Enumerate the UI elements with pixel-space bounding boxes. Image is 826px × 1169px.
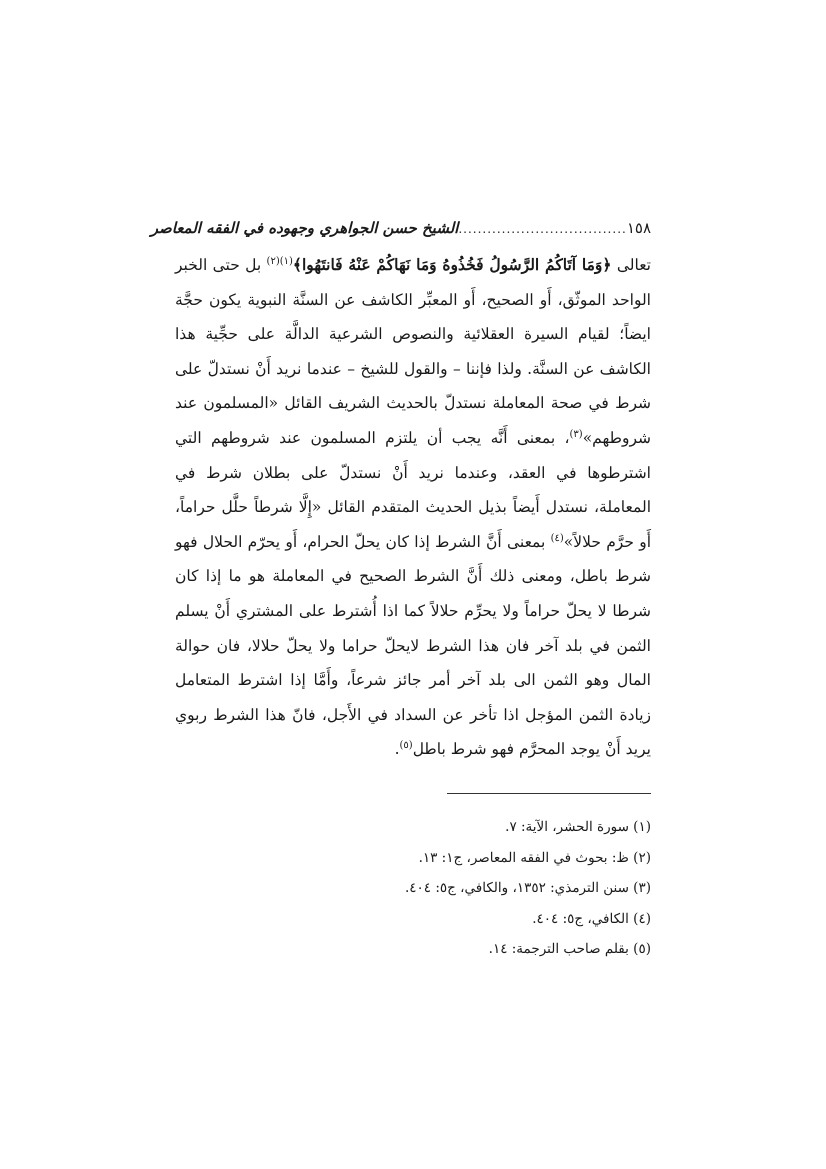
text-run: تعالى bbox=[611, 256, 651, 274]
footnote-ref: (٤) bbox=[550, 532, 564, 544]
paragraph bbox=[175, 248, 651, 767]
footnote-ref: (١)(٢) bbox=[266, 255, 293, 267]
text-run: ، بمعنى أَنَّه يجب أن يلتزم المسلمون عند شروطهم التي اشترطوها في العقد، وعندما نريد أَنْ نستدلّ على بطلان شرط في المعاملة، نستدل أَيضاً بذيل الحديث المتقدم القائل «إِلَّا شرطاً حلَّل حراماً، أَو حرَّم حلالاً» bbox=[175, 428, 651, 551]
footnote-item: (٥) بقلم صاحب الترجمة: ١٤. bbox=[488, 941, 651, 958]
quran-verse: ﴿وَمَا آتَاكُمُ الرَّسُولُ فَخُذُوهُ وَمَا نَهَاكُمْ عَنْهُ فَانتَهُوا﴾ bbox=[292, 255, 612, 274]
text-run: بل حتى الخبر الواحد الموثّق، أَو الصحيح، أَو المعبِّر الكاشف عن السنَّة النبوية يكون حجَّة ايضاً؛ لقيام السيرة العقلائية والنصوص الشرعية الدالَّة على حجِّية هذا الكاشف عن السنَّة. ولذا فإننا – والقول للشيخ – عندما نريد أَنْ نستدلّ على شرط في صحة المعاملة نستدلّ بالحديث الشريف القائل «المسلمون عند شروطهم» bbox=[175, 256, 651, 447]
text-run: . bbox=[394, 740, 400, 759]
footnote-ref: (٥) bbox=[399, 740, 413, 752]
book-page bbox=[150, 218, 651, 965]
footnotes bbox=[175, 812, 651, 965]
footnote-separator bbox=[447, 793, 651, 794]
footnote-item: (١) سورة الحشر، الآية: ٧. bbox=[505, 818, 651, 835]
page-number: ١٥٨ bbox=[626, 219, 651, 237]
text-run: بمعنى أَنَّ الشرط إذا كان يحلّ الحرام، أَو يحرّم الحلال فهو شرط باطل، ومعنى ذلك أَنَّ الشرط الصحيح في المعاملة هو ما إذا كان شرطا لا يحلّ حراماً ولا يحرِّم حلالاً كما اذا أُشترط على المشتري أَنْ يسلم الثمن في بلد آخر فان هذا الشرط لايحلّ حراما ولا يحلّ حلالا، فان حوالة المال وهو الثمن الى بلد آخر أمر جائز شرعاً، وأَمَّا إذا اشترط المتعامل زيادة الثمن المؤجل اذا تأخر عن السداد في الأَجل، فانّ هذا الشرط ربوي يريد أَنْ يوجد المحرَّم فهو شرط باطل bbox=[175, 532, 651, 759]
main-text bbox=[175, 248, 651, 767]
footnote-item: (٣) سنن الترمذي: ١٣٥٢، والكافي، ج٥: ٤٠٤. bbox=[404, 880, 651, 897]
footnote-item: (٢) ظ: بحوث في الفقه المعاصر، ج١: ١٣. bbox=[418, 849, 651, 866]
header-leader-dots: ................................... bbox=[458, 222, 627, 236]
footnote-ref: (٣) bbox=[569, 428, 583, 440]
running-header bbox=[150, 218, 651, 240]
running-title: الشيخ حسن الجواهري وجهوده في الفقه المعاصر bbox=[150, 219, 459, 237]
footnote-item: (٤) الكافي، ج٥: ٤٠٤. bbox=[532, 910, 651, 927]
